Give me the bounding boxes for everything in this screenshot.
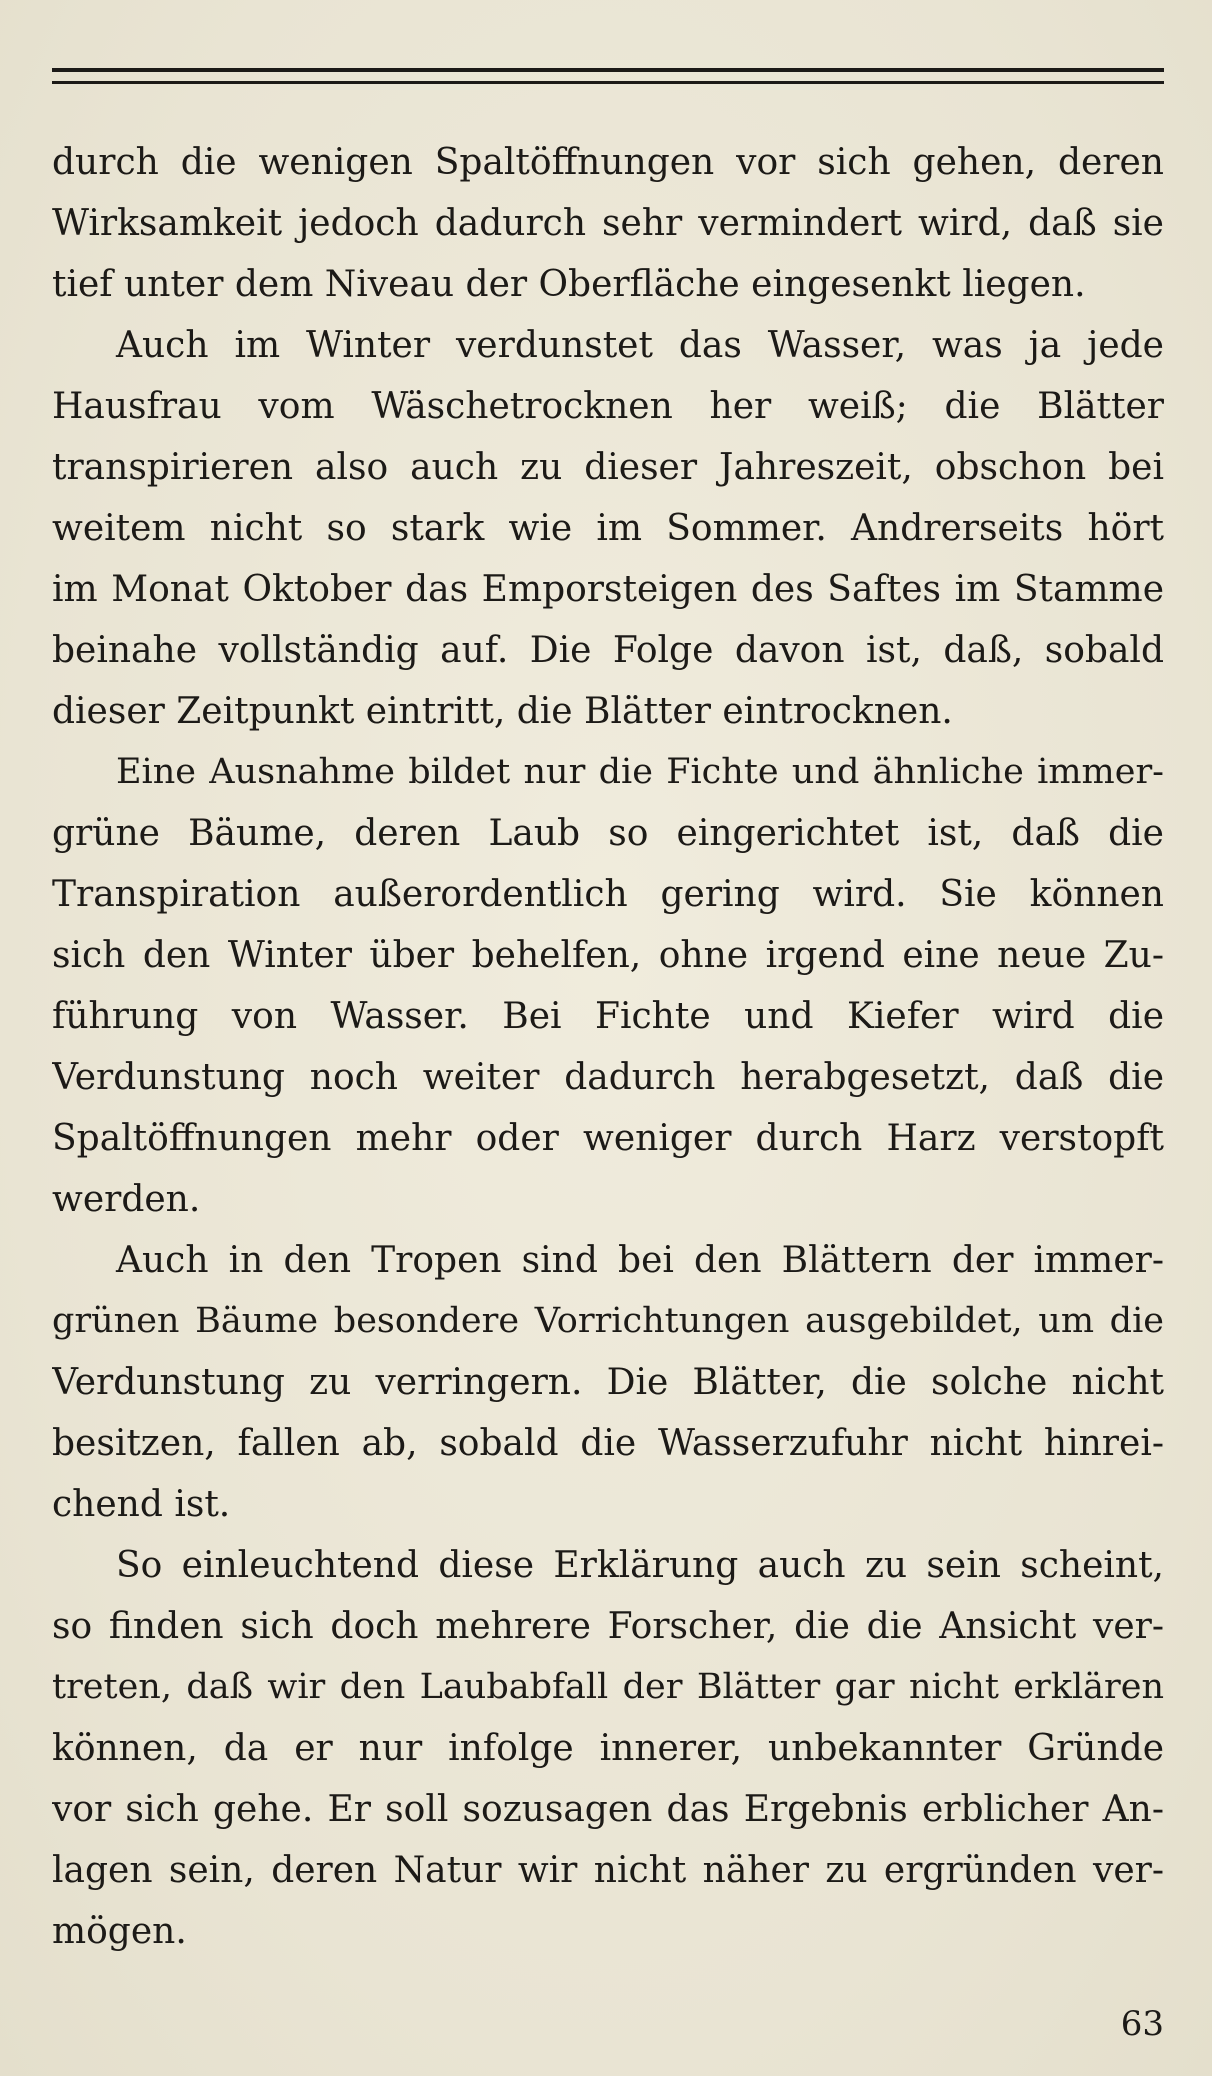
text-line: Verdunstung noch weiter dadurch herabgesetzt, daß die bbox=[52, 1057, 1164, 1098]
text-line: tief unter dem Niveau der Oberfläche eingesenkt liegen. bbox=[52, 264, 1086, 305]
text-line: besitzen, fallen ab, sobald die Wasserzufuhr nicht hinrei- bbox=[52, 1423, 1164, 1464]
text-line: so finden sich doch mehrere Forscher, die die Ansicht ver- bbox=[52, 1606, 1164, 1647]
text-line: lagen sein, deren Natur wir nicht näher zu ergründen ver- bbox=[52, 1850, 1164, 1891]
text-line: transpirieren also auch zu dieser Jahreszeit, obschon bei bbox=[52, 447, 1164, 488]
text-line: führung von Wasser. Bei Fichte und Kiefer wird die bbox=[52, 996, 1164, 1037]
text-line: grünen Bäume besondere Vorrichtungen ausgebildet, um die bbox=[52, 1301, 1164, 1341]
text-line: sich den Winter über behelfen, ohne irgend eine neue Zu- bbox=[52, 935, 1164, 976]
body-text bbox=[52, 132, 1164, 1962]
text-line: So einleuchtend diese Erklärung auch zu sein scheint, bbox=[116, 1545, 1164, 1586]
header-rule-thin bbox=[52, 81, 1164, 84]
text-line: können, da er nur infolge innerer, unbekannter Gründe bbox=[52, 1728, 1164, 1769]
text-line: Verdunstung zu verringern. Die Blätter, die solche nicht bbox=[52, 1362, 1164, 1403]
text-line: durch die wenigen Spaltöffnungen vor sich gehen, deren bbox=[52, 142, 1164, 183]
text-line: Auch im Winter verdunstet das Wasser, was ja jede bbox=[116, 325, 1164, 366]
text-line: weitem nicht so stark wie im Sommer. Andrerseits hört bbox=[52, 508, 1164, 549]
text-line: Spaltöffnungen mehr oder weniger durch Harz verstopft bbox=[52, 1118, 1164, 1159]
text-line: Hausfrau vom Wäschetrocknen her weiß; die Blätter bbox=[52, 386, 1164, 427]
text-line: vor sich gehe. Er soll sozusagen das Ergebnis erblicher An- bbox=[52, 1789, 1164, 1830]
text-line: Wirksamkeit jedoch dadurch sehr vermindert wird, daß sie bbox=[52, 203, 1164, 244]
text-line: Auch in den Tropen sind bei den Blättern der immer- bbox=[116, 1240, 1164, 1281]
text-line: mögen. bbox=[52, 1911, 187, 1952]
page-number: 63 bbox=[1120, 2004, 1164, 2044]
text-line: dieser Zeitpunkt eintritt, die Blätter eintrocknen. bbox=[52, 691, 953, 732]
text-line: Eine Ausnahme bildet nur die Fichte und ähnliche immer- bbox=[116, 752, 1164, 792]
header-rule-thick bbox=[52, 68, 1164, 72]
text-line: treten, daß wir den Laubabfall der Blätter gar nicht erklären bbox=[52, 1667, 1164, 1707]
text-line: chend ist. bbox=[52, 1484, 231, 1525]
text-line: beinahe vollständig auf. Die Folge davon ist, daß, sobald bbox=[52, 630, 1164, 671]
text-line: werden. bbox=[52, 1179, 201, 1220]
text-line: grüne Bäume, deren Laub so eingerichtet ist, daß die bbox=[52, 813, 1164, 854]
text-line: Transpiration außerordentlich gering wird. Sie können bbox=[52, 874, 1164, 915]
text-line: im Monat Oktober das Emporsteigen des Saftes im Stamme bbox=[52, 569, 1164, 610]
